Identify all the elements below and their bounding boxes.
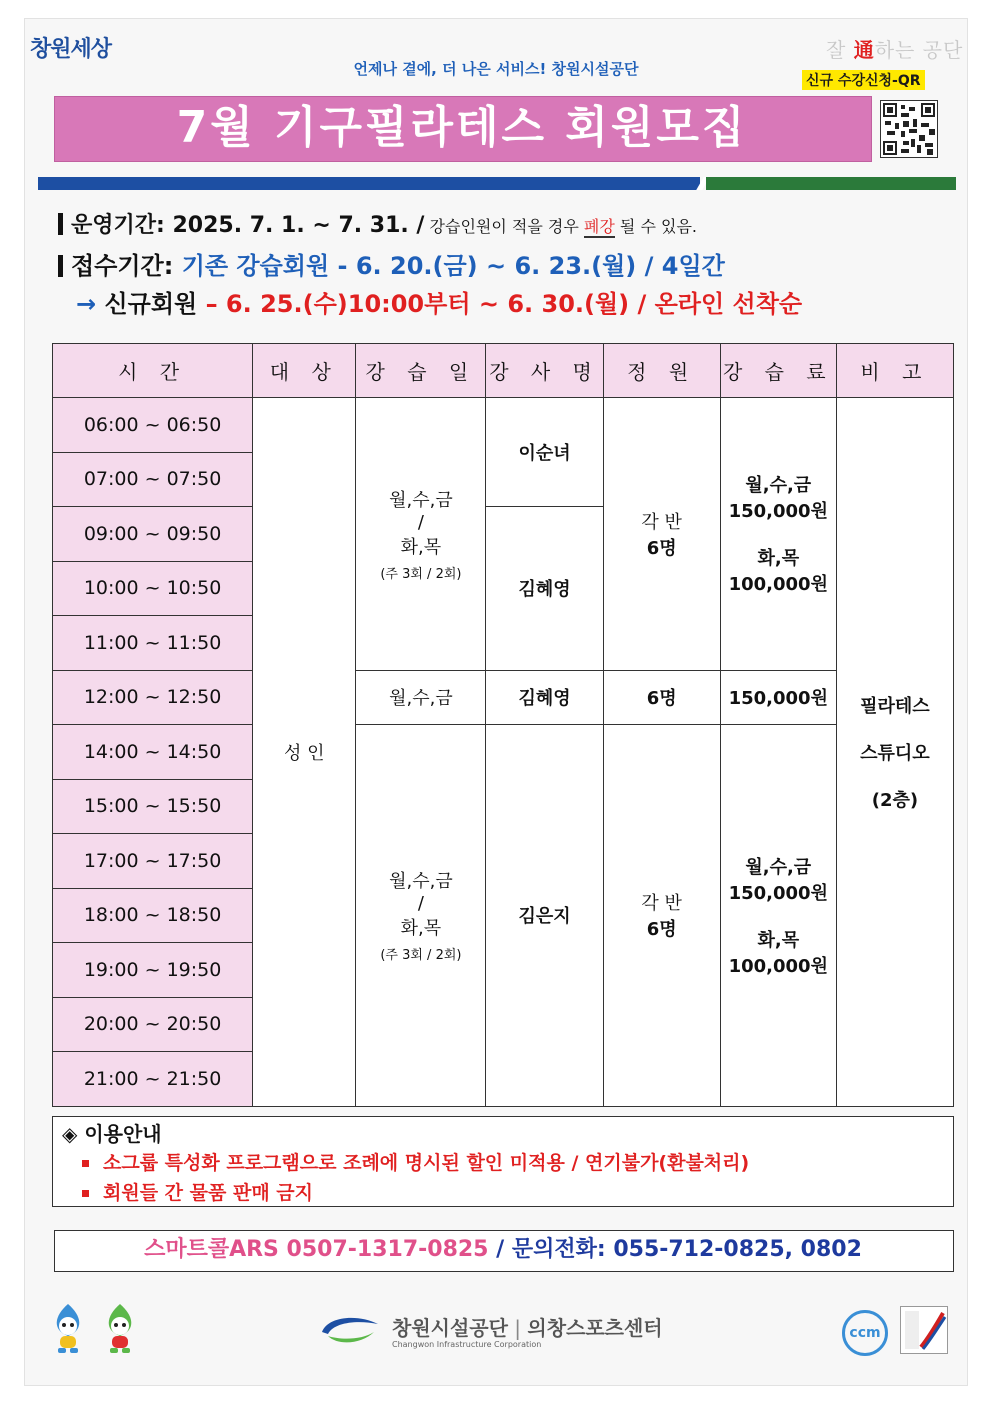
time-cell: 09:00 ~ 09:50 [53, 507, 253, 562]
capacity-cell-a: 각 반 6명 [603, 398, 720, 671]
fee-cell-c: 월,수,금 150,000원 화,목 100,000원 [720, 725, 836, 1107]
bullet-square-icon [82, 1190, 89, 1197]
time-cell: 19:00 ~ 19:50 [53, 943, 253, 998]
bullet-square-icon [82, 1160, 89, 1167]
ars-number[interactable]: 스마트콜ARS 0507-1317-0825 [144, 1237, 489, 1262]
capacity-cell-b: 6명 [603, 670, 720, 725]
target-cell: 성 인 [253, 398, 356, 1107]
usage-guide-title: ◈ 이용안내 [62, 1122, 162, 1146]
footer-org-english: Changwon Infrastructure Corporation [392, 1340, 542, 1349]
time-cell: 14:00 ~ 14:50 [53, 725, 253, 780]
bullet-bar-icon [58, 255, 63, 277]
qr-code-icon[interactable] [880, 100, 938, 158]
time-cell: 18:00 ~ 18:50 [53, 888, 253, 943]
days-cell-b: 월,수,금 [356, 670, 486, 725]
registration-period: 접수기간: 기존 강습회원 - 6. 20.(금) ~ 6. 23.(월) / 4일간 [58, 246, 725, 281]
changwon-logo: 창원세상 [30, 36, 112, 62]
table-row [53, 398, 954, 453]
certification-mark-icon [900, 1306, 948, 1354]
corporation-logo-icon [318, 1310, 384, 1354]
header-instructor: 강 사 명 [486, 344, 603, 398]
contact-info: 스마트콜ARS 0507-1317-0825 / 문의전화: 055-712-0825, 0802 [144, 1237, 862, 1262]
header-stripe-blue [38, 177, 700, 190]
qr-label: 신규 수강신청-QR [802, 70, 925, 90]
header-days: 강 습 일 [356, 344, 486, 398]
instructor-cell-3: 김혜영 [486, 670, 603, 725]
days-cell-a: 월,수,금 / 화,목 (주 3회 / 2회) [356, 398, 486, 671]
fee-cell-a: 월,수,금 150,000원 화,목 100,000원 [720, 398, 836, 671]
header-fee: 강 습 료 [720, 344, 836, 398]
header-note: 비 고 [836, 344, 953, 398]
time-cell: 07:00 ~ 07:50 [53, 452, 253, 507]
days-cell-c: 월,수,금 / 화,목 (주 3회 / 2회) [356, 725, 486, 1107]
time-cell: 21:00 ~ 21:50 [53, 1052, 253, 1107]
time-cell: 20:00 ~ 20:50 [53, 997, 253, 1052]
operation-period: 운영기간: 2025. 7. 1. ~ 7. 31. / 강습인원이 적을 경우 폐강 될 수 있음. [58, 208, 697, 239]
time-cell: 12:00 ~ 12:50 [53, 670, 253, 725]
table-header-row [53, 344, 954, 398]
mascot-green-icon [96, 1302, 144, 1358]
fee-cell-b: 150,000원 [720, 670, 836, 725]
time-cell: 15:00 ~ 15:50 [53, 779, 253, 834]
header-target: 대 상 [253, 344, 356, 398]
ccm-badge: ccm [842, 1310, 888, 1356]
new-member-period: → 신규회원 – 6. 25.(수)10:00부터 ~ 6. 30.(월) / 온라인 선착순 [76, 290, 803, 318]
guide-item: 소그룹 특성화 프로그램으로 조례에 명시된 할인 미적용 / 연기불가(환불처리) [82, 1148, 749, 1175]
page-title: 7월 기구필라테스 회원모집 [176, 102, 748, 153]
schedule-table [52, 343, 954, 1107]
time-cell: 17:00 ~ 17:50 [53, 834, 253, 889]
instructor-cell-1: 이순녀 [486, 398, 603, 507]
time-cell: 06:00 ~ 06:50 [53, 398, 253, 453]
phone-number[interactable]: 문의전화: 055-712-0825, 0802 [511, 1237, 862, 1262]
slogan: 언제나 곁에, 더 나은 서비스! 창원시설공단 [353, 60, 639, 78]
header-capacity: 정 원 [603, 344, 720, 398]
footer-org-name: 창원시설공단 | 의창스포츠센터 [392, 1316, 663, 1340]
time-cell: 11:00 ~ 11:50 [53, 616, 253, 671]
note-cell: 필라테스 스튜디오 (2층) [836, 398, 953, 1107]
table-row [53, 670, 954, 725]
guide-item: 회원들 간 물품 판매 금지 [82, 1178, 313, 1205]
capacity-cell-c: 각 반 6명 [603, 725, 720, 1107]
time-cell: 10:00 ~ 10:50 [53, 561, 253, 616]
mascot-blue-icon [44, 1302, 92, 1358]
bullet-bar-icon [58, 213, 63, 235]
instructor-cell-4: 김은지 [486, 725, 603, 1107]
table-row [53, 725, 954, 780]
jal-tong-logo: 잘 通하는 공단 [826, 38, 964, 62]
header-time: 시 간 [53, 344, 253, 398]
header-stripe-green [706, 177, 956, 190]
instructor-cell-2: 김혜영 [486, 507, 603, 671]
